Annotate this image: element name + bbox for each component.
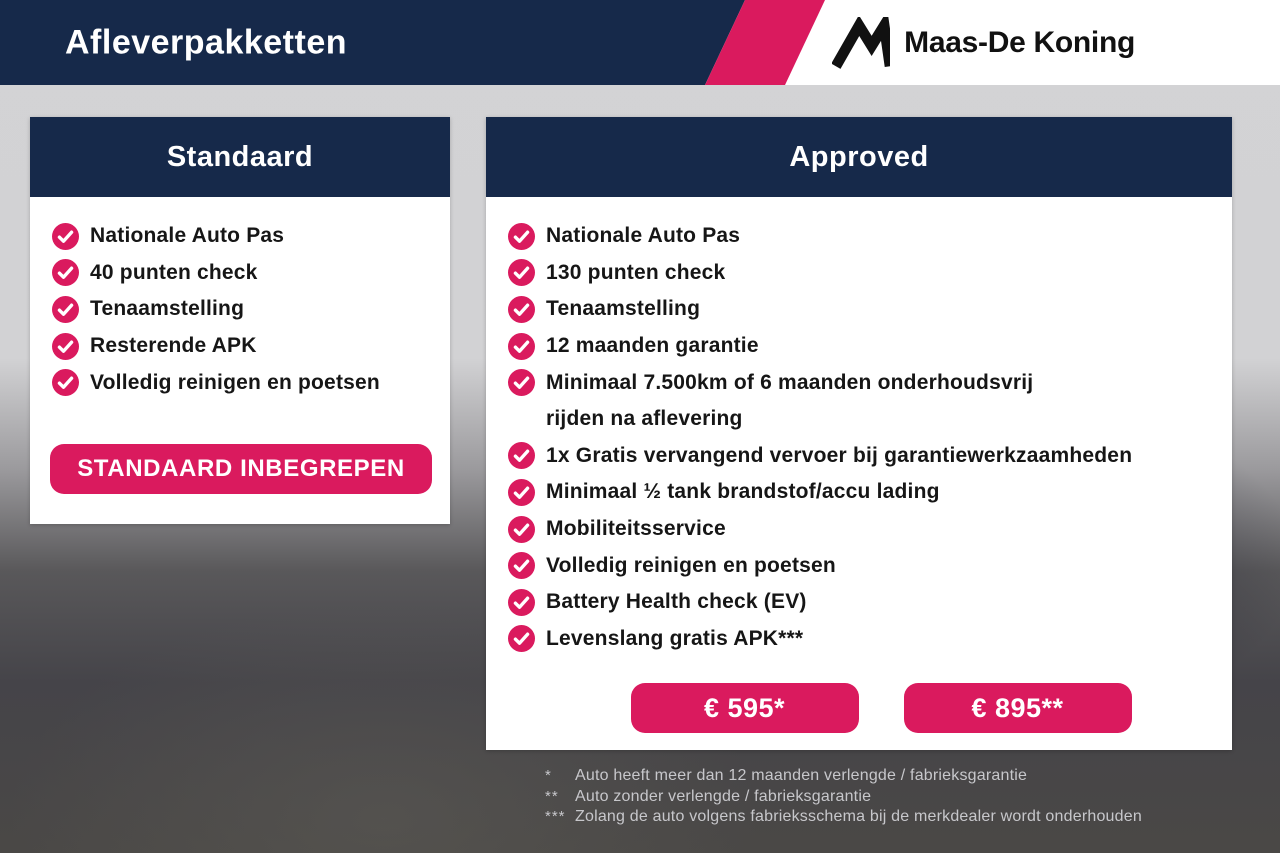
check-icon	[508, 442, 535, 469]
page-title: Afleverpakketten	[65, 23, 348, 61]
standaard-card-header	[30, 117, 450, 197]
check-icon	[52, 369, 79, 396]
list-item-label: Resterende APK	[90, 334, 257, 358]
list-item	[508, 474, 1212, 511]
list-item	[508, 438, 1212, 475]
list-item-label: 1x Gratis vervangend vervoer bij garantiewerkzaamheden	[546, 443, 1133, 467]
list-item	[52, 218, 430, 255]
list-item-label: Volledig reinigen en poetsen	[90, 370, 380, 394]
check-icon	[52, 223, 79, 250]
list-item	[508, 584, 1212, 621]
list-item	[52, 291, 430, 328]
list-item-label: Levenslang gratis APK***	[546, 626, 804, 650]
footnote-marker: *	[545, 767, 552, 784]
list-item-label: rijden na aflevering	[546, 407, 743, 431]
standaard-card	[30, 117, 450, 524]
list-item	[52, 364, 430, 401]
list-item-label: Nationale Auto Pas	[546, 224, 741, 248]
list-item-label: 12 maanden garantie	[546, 334, 759, 358]
check-icon	[508, 296, 535, 323]
brand-name: Maas-De Koning	[904, 25, 1135, 59]
footnote-text: Zolang de auto volgens fabrieksschema bij de merkdealer wordt onderhouden	[575, 808, 1142, 826]
list-item	[508, 364, 1212, 401]
list-item	[508, 547, 1212, 584]
footnote-row	[545, 807, 1142, 828]
list-item-label: Minimaal ½ tank brandstof/accu lading	[546, 480, 940, 504]
check-icon	[52, 333, 79, 360]
list-item	[508, 328, 1212, 365]
footnotes	[545, 766, 1142, 828]
approved-card-header	[486, 117, 1232, 197]
approved-card	[486, 117, 1232, 750]
list-item	[508, 511, 1212, 548]
price-button-row	[508, 683, 1254, 733]
standaard-card-title: Standaard	[166, 140, 314, 173]
list-item-label: Minimaal 7.500km of 6 maanden onderhoudsvrij	[546, 370, 1034, 394]
check-icon	[508, 369, 535, 396]
footnote-row	[545, 787, 1142, 808]
footnote-marker: ***	[545, 808, 566, 826]
list-item	[508, 621, 1212, 658]
check-icon	[508, 552, 535, 579]
standaard-inbegrepen-button[interactable]: STANDAARD INBEGREPEN	[50, 444, 432, 494]
check-icon	[508, 516, 535, 543]
list-item	[508, 255, 1212, 292]
list-item-label: Tenaamstelling	[90, 297, 245, 321]
list-item-label: Tenaamstelling	[546, 297, 701, 321]
price-895-button[interactable]: € 895**	[904, 683, 1132, 733]
mk-monogram-icon	[832, 17, 890, 69]
brand-logo	[832, 17, 1135, 69]
footnote-marker: **	[545, 787, 559, 805]
list-item-label: 130 punten check	[546, 260, 726, 284]
list-item-label: 40 punten check	[90, 260, 258, 284]
check-icon	[508, 333, 535, 360]
list-item	[52, 255, 430, 292]
list-item	[508, 218, 1212, 255]
approved-item-list	[486, 218, 1232, 657]
check-icon	[508, 589, 535, 616]
footnote-text: Auto heeft meer dan 12 maanden verlengde / fabrieksgarantie	[575, 767, 1028, 784]
list-item-label: Volledig reinigen en poetsen	[546, 553, 836, 577]
header-bar	[0, 0, 1280, 85]
list-item-label: Nationale Auto Pas	[90, 224, 285, 248]
check-icon	[508, 259, 535, 286]
approved-card-title: Approved	[789, 140, 929, 173]
list-item-continuation	[508, 401, 1212, 438]
standaard-item-list	[30, 218, 450, 401]
list-item-label: Battery Health check (EV)	[546, 590, 807, 614]
check-icon	[508, 625, 535, 652]
price-595-button[interactable]: € 595*	[631, 683, 859, 733]
footnote-row	[545, 766, 1142, 787]
list-item	[52, 328, 430, 365]
check-icon	[508, 479, 535, 506]
check-icon	[52, 296, 79, 323]
footnote-text: Auto zonder verlengde / fabrieksgarantie	[575, 787, 872, 805]
check-icon	[52, 259, 79, 286]
check-icon	[508, 223, 535, 250]
list-item	[508, 291, 1212, 328]
list-item-label: Mobiliteitsservice	[546, 517, 726, 541]
